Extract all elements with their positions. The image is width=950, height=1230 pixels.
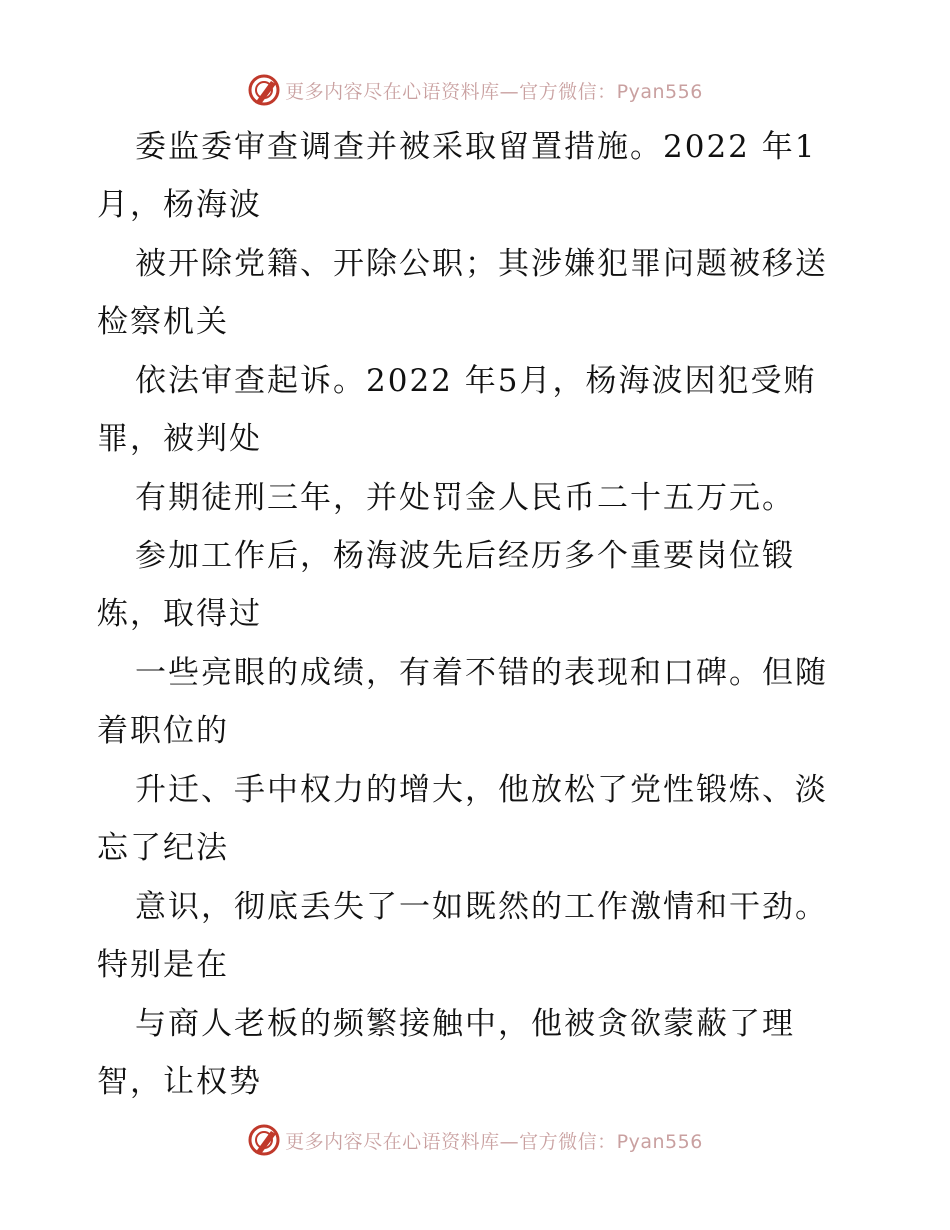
text-line: 有期徒刑三年，并处罚金人民币二十五万元。 <box>135 480 795 516</box>
pen-in-circle-icon <box>247 73 281 107</box>
text-line: 依法审查起诉。2022 年5月，杨海波因犯受贿 <box>135 363 817 399</box>
header-watermark <box>0 70 950 110</box>
text-line: 与商人老板的频繁接触中，他被贪欲蒙蔽了理 <box>135 1006 795 1042</box>
text-line: 忘了纪法 <box>97 830 229 866</box>
text-line: 一些亮眼的成绩，有着不错的表现和口碑。但随 <box>135 655 828 691</box>
text-line: 特别是在 <box>97 947 229 983</box>
footer-watermark <box>0 1120 950 1160</box>
text-line: 意识，彻底丢失了一如既然的工作激情和干劲。 <box>135 889 828 925</box>
text-line: 炼，取得过 <box>97 596 262 632</box>
header-watermark-text: 更多内容尽在心语资料库—官方微信：Pyan556 <box>285 80 703 103</box>
text-line: 着职位的 <box>97 713 229 749</box>
text-line: 参加工作后，杨海波先后经历多个重要岗位锻 <box>135 538 795 574</box>
text-line: 罪，被判处 <box>97 421 262 457</box>
text-line: 智，让权势 <box>97 1064 262 1100</box>
text-line: 升迁、手中权力的增大，他放松了党性锻炼、淡 <box>135 772 828 808</box>
text-line: 被开除党籍、开除公职；其涉嫌犯罪问题被移送 <box>135 246 828 282</box>
text-line: 月，杨海波 <box>97 187 262 223</box>
text-line: 委监委审查调查并被采取留置措施。2022 年1 <box>135 129 817 165</box>
pen-in-circle-icon <box>247 1123 281 1157</box>
text-line: 检察机关 <box>97 304 229 340</box>
footer-watermark-text: 更多内容尽在心语资料库—官方微信：Pyan556 <box>285 1130 703 1153</box>
